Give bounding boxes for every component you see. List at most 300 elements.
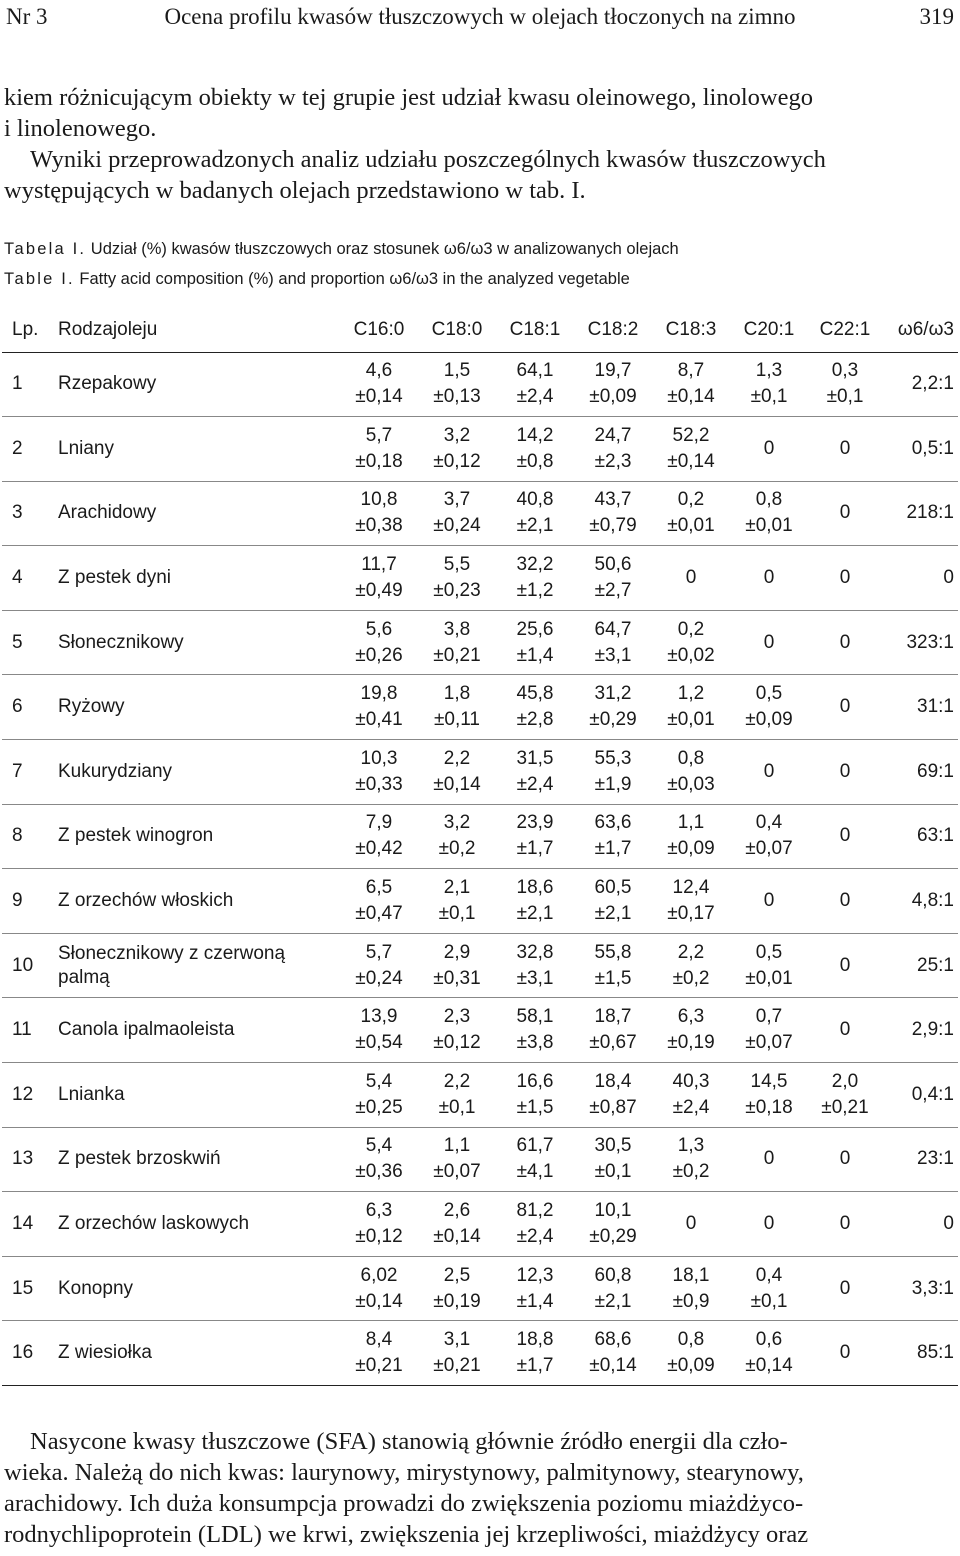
value-cell-c180 bbox=[418, 804, 496, 869]
sd-value: ±0,9 bbox=[672, 1290, 710, 1312]
value-cell-c182 bbox=[574, 998, 652, 1063]
mean-value: 0,4 bbox=[755, 1264, 783, 1286]
sd-value: ±4,1 bbox=[516, 1161, 554, 1183]
sd-value: ±2,1 bbox=[516, 903, 554, 925]
value-cell-c182 bbox=[574, 417, 652, 482]
sd-value: ±0,19 bbox=[433, 1290, 481, 1312]
mean-value: 18,1 bbox=[672, 1264, 710, 1286]
mean-value: 31,5 bbox=[516, 747, 554, 769]
sd-value: ±0,29 bbox=[589, 1226, 637, 1248]
value-cell-c183 bbox=[652, 1256, 730, 1321]
table-header-row bbox=[2, 308, 958, 352]
oil-name: Lniany bbox=[58, 437, 114, 459]
oil-name: Ryżowy bbox=[58, 696, 125, 718]
table-row bbox=[2, 804, 958, 869]
mean-value: 14,2 bbox=[516, 424, 554, 446]
value-cell-c183 bbox=[652, 675, 730, 740]
caption-text: Fatty acid composition (%) and proportion ω6/ω3 in the analyzed vegetable bbox=[79, 270, 630, 288]
value-cell-c183 bbox=[652, 417, 730, 482]
mean-value: 5,7 bbox=[365, 424, 393, 446]
mean-value: 19,7 bbox=[594, 360, 632, 382]
table-row bbox=[2, 610, 958, 675]
mean-value: 25,6 bbox=[516, 618, 554, 640]
header-cell: Lp. bbox=[2, 308, 54, 352]
sd-value: ±0,11 bbox=[434, 709, 480, 731]
value-cell-c181 bbox=[496, 1321, 574, 1386]
mean-value: 60,5 bbox=[594, 877, 632, 899]
mean-value: 5,4 bbox=[365, 1135, 393, 1157]
mean-value: 0 bbox=[839, 760, 851, 782]
sd-value: ±0,18 bbox=[355, 450, 403, 472]
value-cell-c160 bbox=[340, 998, 418, 1063]
sd-value: ±0,67 bbox=[589, 1032, 637, 1054]
mean-value: 1,8 bbox=[443, 683, 471, 705]
mean-value: 5,7 bbox=[365, 941, 393, 963]
sd-value: ±1,5 bbox=[516, 1096, 554, 1118]
row-number: 15 bbox=[12, 1277, 34, 1299]
ratio-cell: 3,3:1 bbox=[911, 1277, 954, 1299]
value-cell-c160 bbox=[340, 804, 418, 869]
value-cell-c181 bbox=[496, 998, 574, 1063]
mean-value: 0,2 bbox=[677, 618, 705, 640]
value-cell-c182 bbox=[574, 352, 652, 417]
sd-value: ±0,07 bbox=[433, 1161, 481, 1183]
sd-value: ±0,87 bbox=[589, 1096, 637, 1118]
value-cell-c181 bbox=[496, 546, 574, 611]
value-cell-c201 bbox=[730, 1321, 808, 1386]
value-cell-c180 bbox=[418, 1192, 496, 1257]
value-cell-c221 bbox=[808, 998, 882, 1063]
mean-value: 8,4 bbox=[365, 1329, 393, 1351]
sd-value: ±0,13 bbox=[433, 386, 481, 408]
value-cell-c181 bbox=[496, 933, 574, 998]
mean-value: 0 bbox=[839, 1277, 851, 1299]
row-number: 13 bbox=[12, 1148, 34, 1170]
mean-value: 81,2 bbox=[516, 1200, 554, 1222]
sd-value: ±0,07 bbox=[745, 838, 793, 860]
header-cell: C18:3 bbox=[652, 308, 730, 352]
sd-value: ±0,14 bbox=[355, 1290, 403, 1312]
mean-value: 0,8 bbox=[677, 747, 705, 769]
sd-value: ±1,9 bbox=[594, 773, 632, 795]
value-cell-c221 bbox=[808, 1127, 882, 1192]
mean-value: 10,8 bbox=[360, 489, 398, 511]
table-row bbox=[2, 481, 958, 546]
mean-value: 10,1 bbox=[594, 1200, 632, 1222]
mean-value: 10,3 bbox=[360, 747, 398, 769]
mean-value: 3,2 bbox=[443, 812, 471, 834]
caption-text: Udział (%) kwasów tłuszczowych oraz stosunek ω6/ω3 w analizowanych olejach bbox=[90, 240, 679, 258]
header-cell: Rodzajoleju bbox=[54, 308, 340, 352]
value-cell-c180 bbox=[418, 481, 496, 546]
sd-value: ±0,19 bbox=[667, 1032, 715, 1054]
value-cell-c180 bbox=[418, 1063, 496, 1128]
value-cell-c221 bbox=[808, 1192, 882, 1257]
row-number: 10 bbox=[12, 954, 34, 976]
oil-name: Rzepakowy bbox=[58, 373, 157, 395]
value-cell-c201 bbox=[730, 804, 808, 869]
value-cell-c183 bbox=[652, 1063, 730, 1128]
value-cell-c181 bbox=[496, 675, 574, 740]
value-cell-c201 bbox=[730, 610, 808, 675]
value-cell-c180 bbox=[418, 740, 496, 805]
header-cell: ω6/ω3 bbox=[882, 308, 958, 352]
value-cell-c180 bbox=[418, 933, 496, 998]
mean-value: 5,6 bbox=[365, 618, 393, 640]
value-cell-c221 bbox=[808, 933, 882, 998]
sd-value: ±2,7 bbox=[594, 580, 632, 602]
mean-value: 3,7 bbox=[443, 489, 471, 511]
mean-value: 32,2 bbox=[516, 554, 554, 576]
table-row bbox=[2, 1192, 958, 1257]
mean-value: 18,7 bbox=[594, 1006, 632, 1028]
value-cell-c160 bbox=[340, 1192, 418, 1257]
mean-value: 6,5 bbox=[365, 877, 393, 899]
sd-value: ±0,38 bbox=[355, 515, 403, 537]
mean-value: 7,9 bbox=[365, 812, 393, 834]
sd-value: ±0,21 bbox=[433, 644, 481, 666]
value-cell-c160 bbox=[340, 610, 418, 675]
value-cell-c182 bbox=[574, 1127, 652, 1192]
value-cell-c160 bbox=[340, 481, 418, 546]
sd-value: ±1,2 bbox=[516, 580, 554, 602]
mean-value: 60,8 bbox=[594, 1264, 632, 1286]
value-cell-c181 bbox=[496, 1192, 574, 1257]
sd-value: ±0,14 bbox=[589, 1355, 637, 1377]
value-cell-c160 bbox=[340, 869, 418, 934]
sd-value: ±0,1 bbox=[594, 1161, 632, 1183]
mean-value: 30,5 bbox=[594, 1135, 632, 1157]
value-cell-c180 bbox=[418, 1321, 496, 1386]
mean-value: 6,3 bbox=[365, 1200, 393, 1222]
sd-value: ±0,14 bbox=[355, 386, 403, 408]
mean-value: 0,4 bbox=[755, 812, 783, 834]
row-number: 11 bbox=[12, 1019, 32, 1041]
value-cell-c180 bbox=[418, 998, 496, 1063]
page-number: 319 bbox=[919, 4, 954, 29]
table-row bbox=[2, 546, 958, 611]
sd-value: ±0,2 bbox=[672, 967, 710, 989]
value-cell-c182 bbox=[574, 610, 652, 675]
mean-value: 0 bbox=[839, 437, 851, 459]
sd-value: ±0,1 bbox=[750, 386, 788, 408]
value-cell-c181 bbox=[496, 740, 574, 805]
fatty-acid-table bbox=[2, 308, 958, 1386]
sd-value: ±0,07 bbox=[745, 1032, 793, 1054]
value-cell-c181 bbox=[496, 869, 574, 934]
sd-value: ±3,8 bbox=[516, 1032, 554, 1054]
row-number: 6 bbox=[12, 696, 23, 718]
text-line: rodnychlipoprotein (LDL) we krwi, zwiększenia jej krzepliwości, miażdżycy oraz bbox=[4, 1521, 809, 1548]
mean-value: 2,0 bbox=[831, 1070, 859, 1092]
text-line: i linolenowego. bbox=[4, 115, 157, 142]
value-cell-c221 bbox=[808, 1256, 882, 1321]
mean-value: 24,7 bbox=[594, 424, 632, 446]
value-cell-c182 bbox=[574, 933, 652, 998]
mean-value: 0 bbox=[763, 631, 775, 653]
sd-value: ±1,4 bbox=[516, 644, 554, 666]
value-cell-c201 bbox=[730, 933, 808, 998]
mean-value: 2,6 bbox=[443, 1200, 471, 1222]
sd-value: ±0,14 bbox=[433, 1226, 481, 1248]
mean-value: 0,5 bbox=[755, 941, 783, 963]
value-cell-c160 bbox=[340, 352, 418, 417]
ratio-cell: 0,5:1 bbox=[911, 437, 954, 459]
table-row bbox=[2, 417, 958, 482]
mean-value: 0 bbox=[763, 1213, 775, 1235]
value-cell-c183 bbox=[652, 1192, 730, 1257]
value-cell-c201 bbox=[730, 1256, 808, 1321]
value-cell-c201 bbox=[730, 546, 808, 611]
sd-value: ±0,09 bbox=[667, 1355, 715, 1377]
ratio-cell: 2,9:1 bbox=[911, 1019, 954, 1041]
value-cell-c182 bbox=[574, 1321, 652, 1386]
value-cell-c183 bbox=[652, 610, 730, 675]
row-number: 9 bbox=[12, 890, 23, 912]
sd-value: ±0,12 bbox=[433, 450, 481, 472]
mean-value: 0 bbox=[839, 567, 851, 589]
sd-value: ±0,36 bbox=[355, 1161, 403, 1183]
sd-value: ±0,21 bbox=[355, 1355, 403, 1377]
sd-value: ±0,14 bbox=[745, 1355, 793, 1377]
mean-value: 0,7 bbox=[755, 1006, 783, 1028]
oil-name: Z pestek dyni bbox=[58, 567, 171, 589]
oil-name: Kukurydziany bbox=[58, 760, 173, 782]
sd-value: ±0,14 bbox=[433, 773, 481, 795]
running-title: Ocena profilu kwasów tłuszczowych w olejach tłoczonych na zimno bbox=[164, 4, 796, 29]
value-cell-c181 bbox=[496, 481, 574, 546]
value-cell-c180 bbox=[418, 675, 496, 740]
mean-value: 0 bbox=[839, 696, 851, 718]
page-header bbox=[0, 0, 960, 32]
oil-name: Z orzechów włoskich bbox=[58, 890, 234, 912]
value-cell-c160 bbox=[340, 1321, 418, 1386]
mean-value: 0,6 bbox=[755, 1329, 783, 1351]
value-cell-c221 bbox=[808, 610, 882, 675]
sd-value: ±2,4 bbox=[516, 386, 554, 408]
ratio-cell: 25:1 bbox=[917, 954, 954, 976]
sd-value: ±1,7 bbox=[516, 1355, 554, 1377]
sd-value: ±0,21 bbox=[433, 1355, 481, 1377]
mean-value: 18,4 bbox=[594, 1070, 632, 1092]
header-cell: C20:1 bbox=[730, 308, 808, 352]
mean-value: 0 bbox=[839, 954, 851, 976]
oil-name: Arachidowy bbox=[58, 502, 157, 524]
value-cell-c182 bbox=[574, 804, 652, 869]
value-cell-c183 bbox=[652, 804, 730, 869]
row-number: 2 bbox=[12, 437, 23, 459]
value-cell-c180 bbox=[418, 546, 496, 611]
sd-value: ±0,09 bbox=[667, 838, 715, 860]
value-cell-c182 bbox=[574, 740, 652, 805]
mean-value: 1,1 bbox=[443, 1135, 471, 1157]
sd-value: ±0,12 bbox=[355, 1226, 403, 1248]
mean-value: 43,7 bbox=[594, 489, 632, 511]
sd-value: ±0,2 bbox=[438, 838, 476, 860]
table-row bbox=[2, 933, 958, 998]
mean-value: 0 bbox=[839, 502, 851, 524]
value-cell-c160 bbox=[340, 417, 418, 482]
text-line: Nasycone kwasy tłuszczowe (SFA) stanowią głównie źródło energii dla czło- bbox=[30, 1428, 788, 1455]
mean-value: 0 bbox=[763, 890, 775, 912]
value-cell-c201 bbox=[730, 1192, 808, 1257]
ratio-cell: 23:1 bbox=[917, 1148, 954, 1170]
oil-name: Canola ipalmaoleista bbox=[58, 1019, 235, 1041]
value-cell-c201 bbox=[730, 998, 808, 1063]
mean-value: 1,1 bbox=[677, 812, 705, 834]
value-cell-c221 bbox=[808, 546, 882, 611]
sd-value: ±2,8 bbox=[516, 709, 554, 731]
sd-value: ±0,1 bbox=[750, 1290, 788, 1312]
value-cell-c160 bbox=[340, 740, 418, 805]
value-cell-c181 bbox=[496, 417, 574, 482]
value-cell-c183 bbox=[652, 1127, 730, 1192]
mean-value: 8,7 bbox=[677, 360, 705, 382]
value-cell-c182 bbox=[574, 1256, 652, 1321]
table-row bbox=[2, 1127, 958, 1192]
sd-value: ±0,01 bbox=[745, 515, 793, 537]
sd-value: ±2,1 bbox=[594, 903, 632, 925]
sd-value: ±0,24 bbox=[355, 967, 403, 989]
value-cell-c183 bbox=[652, 1321, 730, 1386]
sd-value: ±0,18 bbox=[745, 1096, 793, 1118]
table-row bbox=[2, 675, 958, 740]
value-cell-c182 bbox=[574, 1192, 652, 1257]
mean-value: 4,6 bbox=[365, 360, 393, 382]
mean-value: 3,2 bbox=[443, 424, 471, 446]
mean-value: 68,6 bbox=[594, 1329, 632, 1351]
mean-value: 5,4 bbox=[365, 1070, 393, 1092]
sd-value: ±0,14 bbox=[667, 450, 715, 472]
sd-value: ±0,02 bbox=[667, 644, 715, 666]
ratio-cell: 63:1 bbox=[917, 825, 954, 847]
sd-value: ±2,3 bbox=[594, 450, 632, 472]
mean-value: 18,6 bbox=[516, 877, 554, 899]
table-row bbox=[2, 1063, 958, 1128]
mean-value: 2,3 bbox=[443, 1006, 471, 1028]
value-cell-c181 bbox=[496, 352, 574, 417]
sd-value: ±2,1 bbox=[594, 1290, 632, 1312]
sd-value: ±2,4 bbox=[672, 1096, 710, 1118]
mean-value: 2,5 bbox=[443, 1264, 471, 1286]
text-line: arachidowy. Ich duża konsumpcja prowadzi do zwiększenia poziomu miażdżyco- bbox=[4, 1490, 804, 1517]
header-cell: C18:0 bbox=[418, 308, 496, 352]
mean-value: 0,8 bbox=[677, 1329, 705, 1351]
mean-value: 0,8 bbox=[755, 489, 783, 511]
ratio-cell: 4,8:1 bbox=[911, 890, 954, 912]
sd-value: ±0,23 bbox=[433, 580, 481, 602]
value-cell-c221 bbox=[808, 1063, 882, 1128]
value-cell-c201 bbox=[730, 740, 808, 805]
mean-value: 0,5 bbox=[755, 683, 783, 705]
sd-value: ±0,1 bbox=[438, 903, 476, 925]
value-cell-c182 bbox=[574, 481, 652, 546]
mean-value: 19,8 bbox=[360, 683, 398, 705]
sd-value: ±0,14 bbox=[667, 386, 715, 408]
row-number: 7 bbox=[12, 760, 23, 782]
mean-value: 0 bbox=[685, 567, 697, 589]
value-cell-c183 bbox=[652, 933, 730, 998]
mean-value: 0,2 bbox=[677, 489, 705, 511]
sd-value: ±0,1 bbox=[826, 386, 864, 408]
sd-value: ±1,7 bbox=[516, 838, 554, 860]
table-row bbox=[2, 1256, 958, 1321]
mean-value: 64,7 bbox=[594, 618, 632, 640]
table-row bbox=[2, 352, 958, 417]
value-cell-c180 bbox=[418, 610, 496, 675]
value-cell-c181 bbox=[496, 804, 574, 869]
oil-name: Konopny bbox=[58, 1277, 134, 1299]
value-cell-c160 bbox=[340, 546, 418, 611]
sd-value: ±2,4 bbox=[516, 1226, 554, 1248]
sd-value: ±0,79 bbox=[589, 515, 637, 537]
value-cell-c201 bbox=[730, 417, 808, 482]
mean-value: 40,8 bbox=[516, 489, 554, 511]
table-row bbox=[2, 869, 958, 934]
value-cell-c221 bbox=[808, 675, 882, 740]
row-number: 14 bbox=[12, 1213, 34, 1235]
value-cell-c201 bbox=[730, 1127, 808, 1192]
text-line: występujących w badanych olejach przedstawiono w tab. I. bbox=[4, 177, 586, 204]
value-cell-c182 bbox=[574, 1063, 652, 1128]
row-number: 4 bbox=[12, 567, 23, 589]
sd-value: ±0,09 bbox=[589, 386, 637, 408]
mean-value: 0 bbox=[839, 1148, 851, 1170]
sd-value: ±0,03 bbox=[667, 773, 715, 795]
mean-value: 6,3 bbox=[677, 1006, 705, 1028]
value-cell-c160 bbox=[340, 1127, 418, 1192]
mean-value: 12,3 bbox=[516, 1264, 554, 1286]
table-row bbox=[2, 998, 958, 1063]
sd-value: ±0,31 bbox=[433, 967, 481, 989]
value-cell-c180 bbox=[418, 352, 496, 417]
value-cell-c183 bbox=[652, 998, 730, 1063]
caption-label: Table I. bbox=[4, 270, 75, 288]
text-line: kiem różnicującym obiekty w tej grupie jest udział kwasu oleinowego, linolowego bbox=[4, 84, 813, 111]
value-cell-c221 bbox=[808, 869, 882, 934]
mean-value: 50,6 bbox=[594, 554, 632, 576]
mean-value: 0 bbox=[839, 1213, 851, 1235]
text-line: Wyniki przeprowadzonych analiz udziału poszczególnych kwasów tłuszczowych bbox=[30, 146, 826, 173]
mean-value: 0 bbox=[685, 1213, 697, 1235]
ratio-cell: 31:1 bbox=[917, 696, 954, 718]
sd-value: ±2,4 bbox=[516, 773, 554, 795]
mean-value: 11,7 bbox=[361, 554, 397, 576]
mean-value: 0 bbox=[763, 437, 775, 459]
mean-value: 0 bbox=[763, 1148, 775, 1170]
mean-value: 13,9 bbox=[360, 1006, 398, 1028]
mean-value: 2,1 bbox=[443, 877, 471, 899]
sd-value: ±0,49 bbox=[355, 580, 403, 602]
text-line: wieka. Należą do nich kwas: laurynowy, mirystynowy, palmitynowy, stearynowy, bbox=[4, 1459, 804, 1486]
sd-value: ±0,42 bbox=[355, 838, 403, 860]
sd-value: ±0,01 bbox=[667, 515, 715, 537]
sd-value: ±0,24 bbox=[433, 515, 481, 537]
value-cell-c160 bbox=[340, 933, 418, 998]
sd-value: ±0,54 bbox=[355, 1032, 403, 1054]
value-cell-c221 bbox=[808, 804, 882, 869]
mean-value: 45,8 bbox=[516, 683, 554, 705]
mean-value: 0 bbox=[839, 825, 851, 847]
ratio-cell: 85:1 bbox=[917, 1342, 954, 1364]
sd-value: ±0,09 bbox=[745, 709, 793, 731]
value-cell-c183 bbox=[652, 869, 730, 934]
sd-value: ±0,33 bbox=[355, 773, 403, 795]
table-row bbox=[2, 1321, 958, 1386]
oil-name: Z pestek brzoskwiń bbox=[58, 1148, 221, 1170]
sd-value: ±0,47 bbox=[355, 903, 403, 925]
ratio-cell: 218:1 bbox=[906, 502, 954, 524]
